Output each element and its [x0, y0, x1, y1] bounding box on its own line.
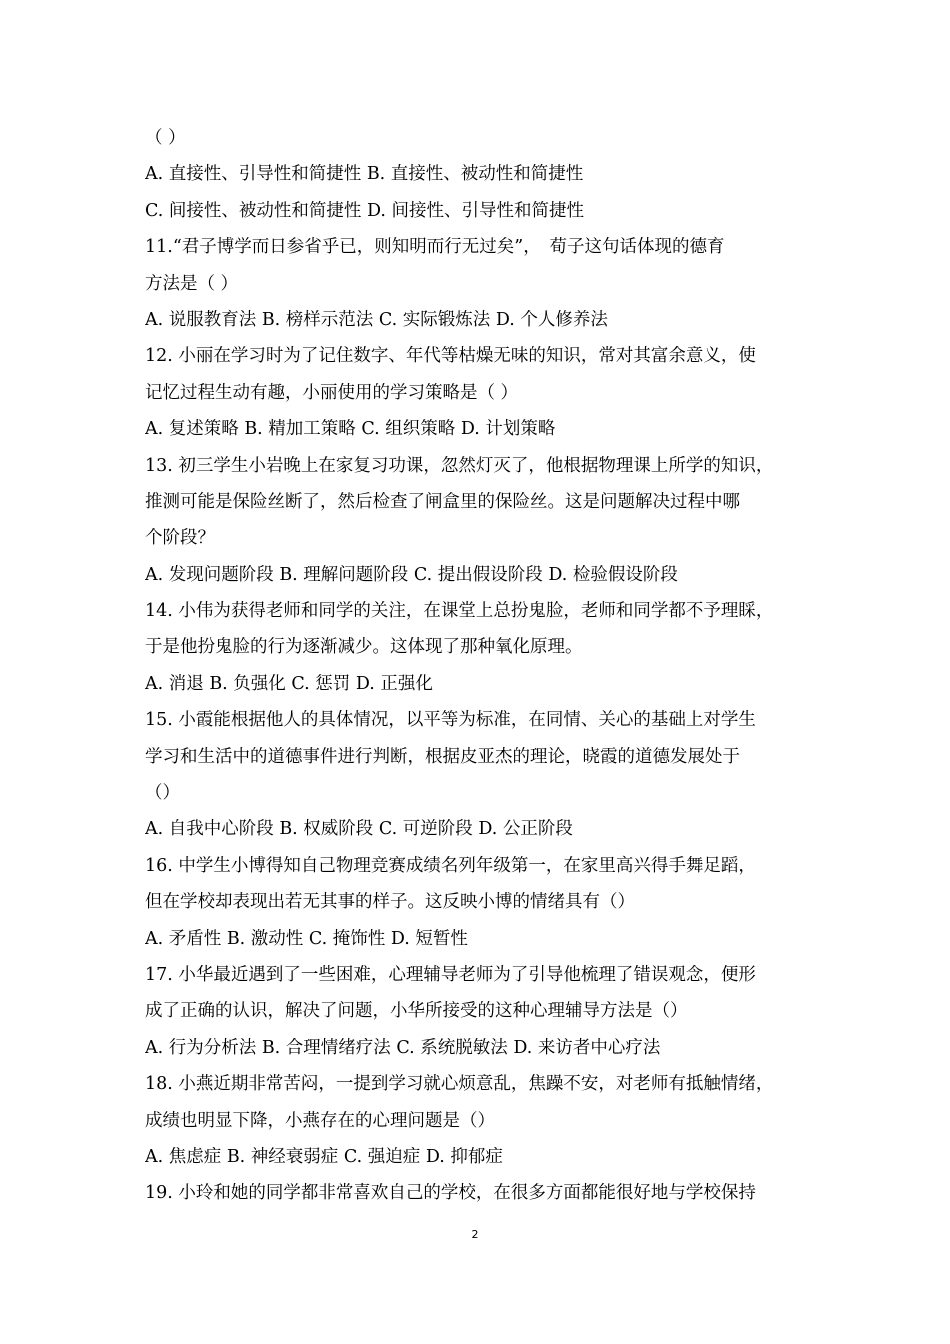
answer-options: A. 说服教育法 B. 榜样示范法 C. 实际锻炼法 D. 个人修养法 [145, 309, 608, 330]
question-16: 16. 中学生小博得知自己物理竞赛成绩名列年级第一，在家里高兴得手舞足蹈， [145, 855, 756, 876]
text-line: （） [145, 783, 180, 804]
question-19: 19. 小玲和她的同学都非常喜欢自己的学校，在很多方面都能很好地与学校保持 [145, 1183, 756, 1204]
answer-options: A. 焦虑症 B. 神经衰弱症 C. 强迫症 D. 抑郁症 [145, 1146, 503, 1167]
answer-options: A. 复述策略 B. 精加工策略 C. 组织策略 D. 计划策略 [145, 419, 556, 440]
text-line: （ ） [145, 128, 186, 148]
question-17: 17. 小华最近遇到了一些困难，心理辅导老师为了引导他梳理了错误观念，便形 [145, 964, 756, 985]
page-content [145, 120, 815, 1212]
text-line: 记忆过程生动有趣，小丽使用的学习策略是（ ） [145, 382, 519, 403]
text-line: 方法是（ ） [145, 273, 239, 294]
question-11: 11.“君子博学而日参省乎已，则知明而行无过矣”， 荀子这句话体现的德育 [145, 237, 725, 258]
page-number: 2 [471, 1228, 479, 1241]
answer-options: A. 自我中心阶段 B. 权威阶段 C. 可逆阶段 D. 公正阶段 [145, 819, 573, 840]
text-line: 成了正确的认识，解决了问题，小华所接受的这种心理辅导方法是（） [145, 1001, 688, 1022]
answer-options: A. 消退 B. 负强化 C. 惩罚 D. 正强化 [145, 673, 433, 694]
question-12: 12. 小丽在学习时为了记住数字、年代等枯燥无味的知识，常对其富余意义，使 [145, 346, 756, 367]
answer-options: A. 矛盾性 B. 激动性 C. 掩饰性 D. 短暂性 [145, 928, 468, 949]
question-14: 14. 小伟为获得老师和同学的关注，在课堂上总扮鬼脸，老师和同学都不予理睬， [145, 601, 774, 622]
text-line: 个阶段？ [145, 528, 215, 549]
answer-options: A. 行为分析法 B. 合理情绪疗法 C. 系统脱敏法 D. 来访者中心疗法 [145, 1037, 661, 1058]
question-15: 15. 小霞能根据他人的具体情况，以平等为标准，在同情、关心的基础上对学生 [145, 710, 756, 731]
answer-options: A. 发现问题阶段 B. 理解问题阶段 C. 提出假设阶段 D. 检验假设阶段 [145, 564, 678, 585]
text-line: 学习和生活中的道德事件进行判断，根据皮亚杰的理论，晓霞的道德发展处于 [145, 746, 740, 767]
question-18: 18. 小燕近期非常苦闷，一提到学习就心烦意乱，焦躁不安，对老师有抵触情绪， [145, 1074, 774, 1095]
answer-options: C. 间接性、被动性和简捷性 D. 间接性、引导性和简捷性 [145, 200, 584, 221]
question-13: 13. 初三学生小岩晚上在家复习功课，忽然灯灭了，他根据物理课上所学的知识， [145, 455, 774, 476]
answer-options: A. 直接性、引导性和简捷性 B. 直接性、被动性和简捷性 [145, 164, 584, 185]
text-line: 但在学校却表现出若无其事的样子。这反映小博的情绪具有（） [145, 892, 635, 913]
text-line: 于是他扮鬼脸的行为逐渐减少。这体现了那种氧化原理。 [145, 637, 583, 658]
text-line: 成绩也明显下降，小燕存在的心理问题是（） [145, 1110, 495, 1131]
text-line: 推测可能是保险丝断了，然后检查了闸盒里的保险丝。这是问题解决过程中哪 [145, 491, 740, 512]
